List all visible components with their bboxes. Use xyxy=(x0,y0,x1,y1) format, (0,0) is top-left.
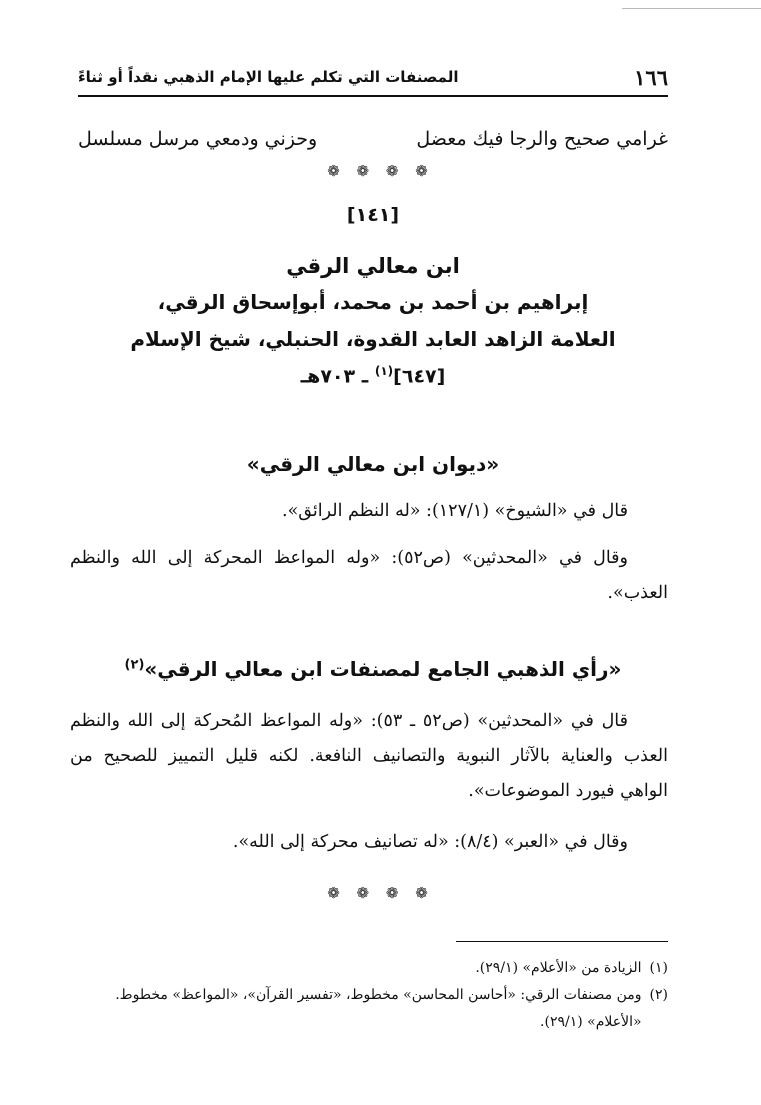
paragraph-opinion: قال في «المحدثين» (ص٥٢ ـ ٥٣): «وله المواعظ المُحركة إلى الله والنظم العذب والعناية بالآثار النبوية والتصانيف النافعة. لكنه قليل التمييز للصحيح من الواهي فيورد الموضوعات». xyxy=(70,711,668,801)
entry-dates xyxy=(78,364,668,387)
footnote-rule xyxy=(456,941,668,942)
entry-number: [١٤١] xyxy=(346,204,400,226)
section-heading-opinion-text: «رأي الذهبي الجامع لمصنفات ابن معالي الرقي» xyxy=(144,657,622,681)
footnote-ref-1: (١) xyxy=(374,364,394,378)
paragraph-muhaddithin: وقال في «المحدثين» (ص٥٢): «وله المواعظ المحركة إلى الله والنظم العذب». xyxy=(70,548,668,603)
footnote-text: ومن مصنفات الرقي: «أحاسن المحاسن» مخطوط، «تفسير القرآن»، «المواعظ» مخطوط. «الأعلام» (٢٩/١). xyxy=(115,987,642,1030)
footnotes xyxy=(62,955,668,1036)
verse-second-hemistich: وحزني ودمعي مرسل مسلسل xyxy=(78,128,318,150)
page-header xyxy=(78,62,668,92)
birth-date: [٦٤٧] xyxy=(393,365,446,388)
page-number: ١٦٦ xyxy=(634,64,668,90)
verse-first-hemistich: غرامي صحيح والرجا فيك معضل xyxy=(416,128,668,150)
poetry-verse xyxy=(78,128,668,162)
running-title: المصنفات التي تكلم عليها الإمام الذهبي نقداً أو ثناءً xyxy=(78,68,459,86)
entry-full-name: إبراهيم بن أحمد بن محمد، أبوإسحاق الرقي، xyxy=(157,290,589,314)
paragraph-ibar: وقال في «العبر» (٨/٤): «له تصانيف محركة إلى الله». xyxy=(232,832,628,852)
paragraph-shuyukh: قال في «الشيوخ» (١٢٧/١): «له النظم الرائق». xyxy=(282,501,628,521)
footnote xyxy=(62,955,668,982)
end-ornament: ❁ ❁ ❁ ❁ xyxy=(327,884,434,902)
scan-edge-line xyxy=(622,8,761,9)
section-heading-opinion xyxy=(78,657,668,681)
footnote-number: (١) xyxy=(649,960,668,976)
section-ornament: ❁ ❁ ❁ ❁ xyxy=(327,162,434,180)
footnote-ref-2: (٢) xyxy=(124,657,145,673)
footnote-text: الزيادة من «الأعلام» (٢٩/١). xyxy=(475,960,642,976)
entry-titles: العلامة الزاهد العابد القدوة، الحنبلي، شيخ الإسلام xyxy=(130,327,616,351)
section-heading-diwan: «ديوان ابن معالي الرقي» xyxy=(246,452,500,476)
death-date: ـ ٧٠٣هـ xyxy=(300,365,375,388)
footnote xyxy=(62,982,668,1036)
header-rule xyxy=(78,95,668,97)
entry-name: ابن معالي الرقي xyxy=(286,254,460,278)
footnote-number: (٢) xyxy=(649,987,668,1003)
